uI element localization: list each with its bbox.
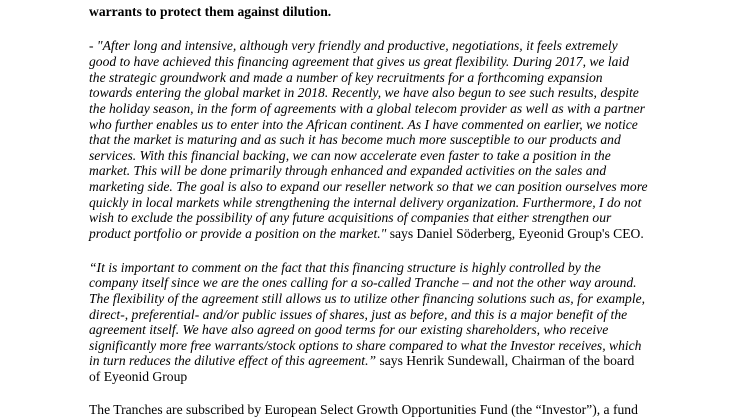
closing-paragraph-line: The Tranches are subscribed by European Select Growth Opportunities Fund (the “Investor”), a fund — [89, 402, 638, 417]
ceo-quote-line: marketing side. The goal is also to expand our reseller network so that we can position ourselves more — [89, 179, 648, 194]
ceo-quote-line: the strategic groundwork and made a number of key recruitments for a forthcoming expansion — [89, 70, 603, 85]
chairman-attribution: says Henrik Sundewall, Chairman of the board — [376, 353, 635, 368]
ceo-quote-line: services. With this financial backing, we can now accelerate even faster to take a position in the — [89, 148, 611, 163]
ceo-attribution: says Daniel Söderberg, Eyeonid Group's CEO. — [386, 226, 644, 241]
ceo-quote-last-line — [89, 226, 644, 242]
ceo-quote-line: - "After long and intensive, although very friendly and productive, negotiations, it feels extremely — [89, 38, 618, 53]
chairman-quote-line: direct-, preferential- and/or public issues of shares, just as before, and this is a major benefit of the — [89, 307, 628, 322]
chairman-quote-line: company itself since we are the ones calling for a so-called Tranche – and not the other way around. — [89, 275, 637, 290]
chairman-quote-last-line — [89, 353, 634, 369]
chairman-quote-line: agreement itself. We have also agreed on good terms for our existing shareholders, who receive — [89, 322, 609, 337]
chairman-quote-line: significantly more free warrants/stock options to share compared to what the Investor receives, which — [89, 338, 642, 353]
intro-cut-line: warrants to protect them against dilution. — [89, 4, 332, 19]
ceo-quote-end: product portfolio or provide a position on the market." — [89, 226, 387, 241]
ceo-quote-line: the holiday season, in the form of agreements with a global telecom provider as well as with a partner — [89, 101, 645, 116]
ceo-quote-line: market. This will be done primarily through enhanced and expanded activities on the sales and — [89, 163, 607, 178]
ceo-quote-line: that the market is maturing and as such it has become much more susceptible to our products and — [89, 132, 621, 147]
chairman-quote-line: The flexibility of the agreement still allows us to utilize other financing solutions such as, for example, — [89, 291, 646, 306]
chairman-quote-line: “It is important to comment on the fact that this financing structure is highly controlled by the — [89, 260, 601, 275]
chairman-quote-end: in turn reduces the dilutive effect of this agreement.” — [89, 353, 377, 368]
ceo-quote-line: who further enables us to enter into the African continent. As I have commented on earlier, we notice — [89, 117, 638, 132]
ceo-quote-line: towards entering the global market in 2018. Recently, we have also begun to see such results, despite — [89, 85, 639, 100]
ceo-quote-line: good to have achieved this financing agreement that gives us great flexibility. During 2017, we laid — [89, 54, 630, 69]
chairman-attribution-cont: of Eyeonid Group — [89, 369, 188, 384]
ceo-quote-line: wish to exclude the possibility of any future acquisitions of companies that either strengthen our — [89, 210, 612, 225]
ceo-quote-line: quickly in local markets while strengthening the internal delivery organization. Furthermore, I do not — [89, 195, 642, 210]
